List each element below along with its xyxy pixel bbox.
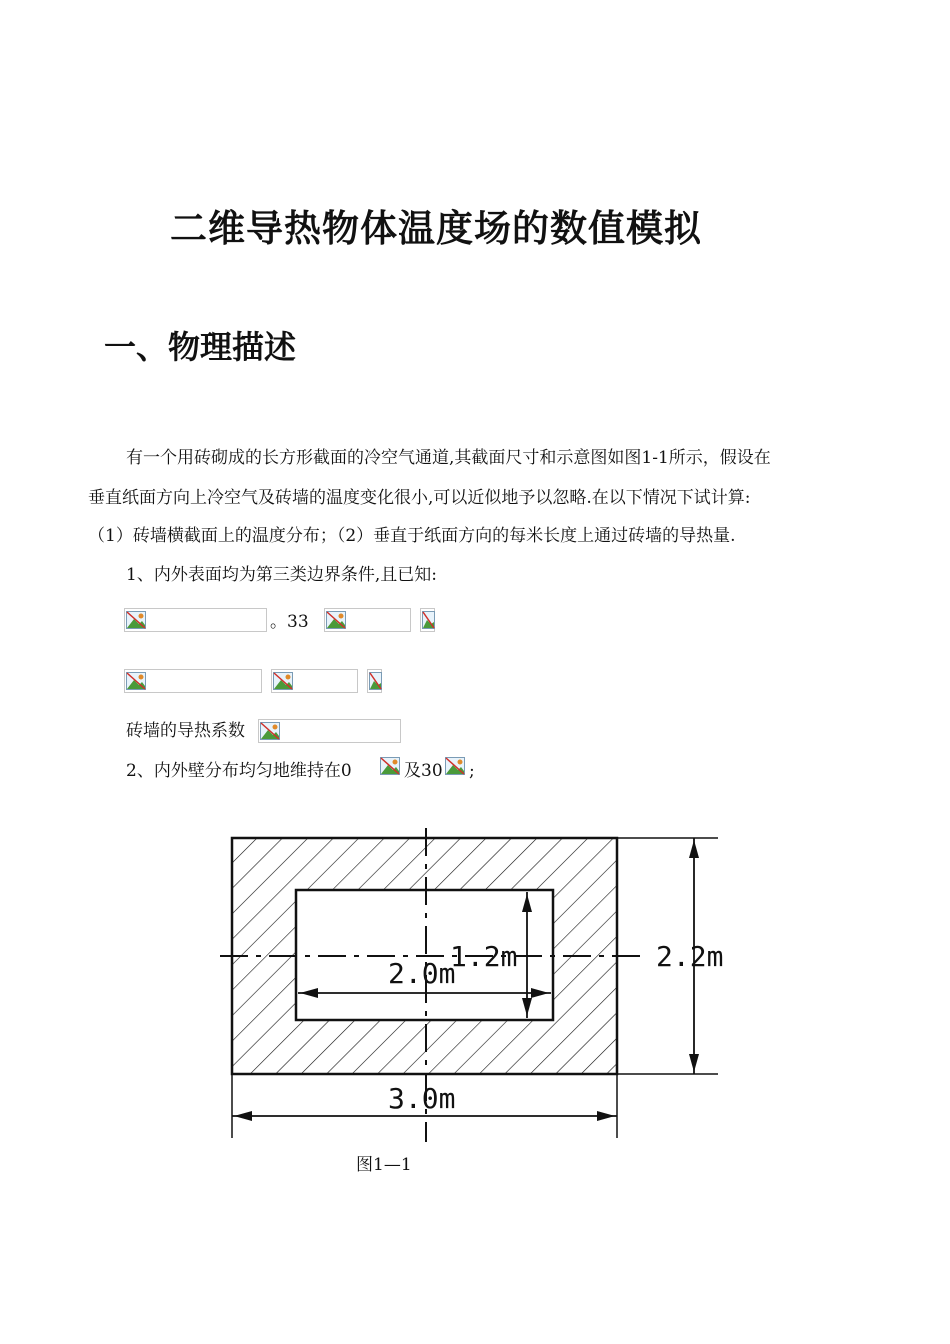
- list-item-1: 1、内外表面均为第三类边界条件,且已知:: [126, 565, 437, 585]
- list-item-2-suffix: ;: [469, 761, 475, 781]
- arrow-outer-height-bottom: [689, 1054, 699, 1072]
- document-title: 二维导热物体温度场的数值模拟: [170, 207, 702, 250]
- arrow-outer-height-top: [689, 840, 699, 858]
- section-heading: 一、物理描述: [104, 328, 297, 366]
- paragraph-line-2: 垂直纸面方向上冷空气及砖墙的温度变化很小,可以近似地予以忽略.在以下情况下试计算:: [88, 488, 751, 508]
- paragraph-line-3: （1）砖墙横截面上的温度分布；（2）垂直于纸面方向的每米长度上通过砖墙的导热量.: [88, 526, 736, 546]
- label-outer-height: 2.2m: [656, 940, 724, 973]
- label-inner-width: 2.0m: [388, 957, 456, 990]
- arrow-outer-width-right: [597, 1111, 615, 1121]
- list-item-2-mid: 及30: [404, 761, 443, 781]
- label-outer-width: 3.0m: [388, 1082, 456, 1115]
- figure-caption: 图1—1: [356, 1155, 412, 1175]
- conductivity-label: 砖墙的导热系数: [126, 721, 245, 741]
- paragraph-line-1: 有一个用砖砌成的长方形截面的冷空气通道,其截面尺寸和示意图如图1-1所示，假设在: [126, 448, 771, 468]
- label-inner-height: 1.2m: [450, 940, 518, 973]
- arrow-outer-width-left: [234, 1111, 252, 1121]
- formula-text: 。33: [270, 612, 309, 632]
- list-item-2-prefix: 2、内外壁分布均匀地维持在0: [126, 761, 352, 781]
